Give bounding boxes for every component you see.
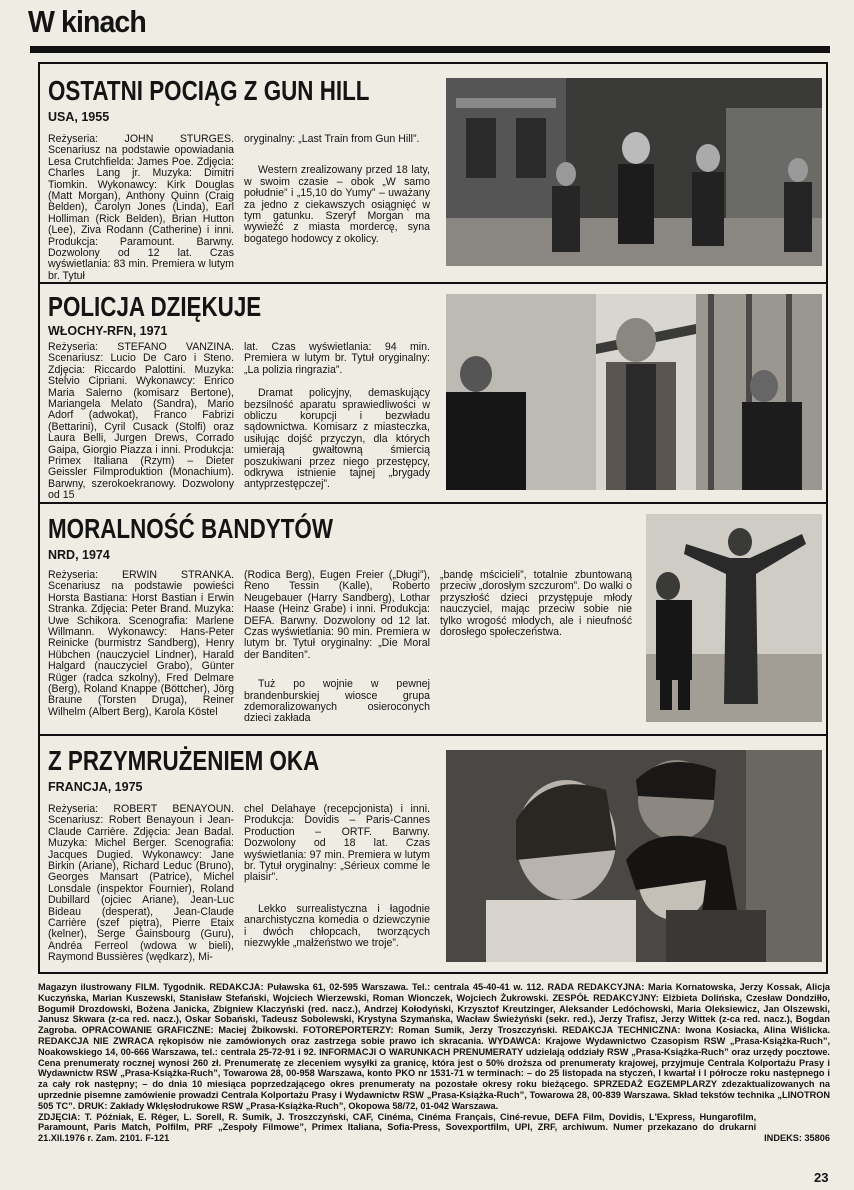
film-2-credits: Reżyseria: STEFANO VANZINA. Scenariusz: Lucio De Caro i Steno. Zdjęcia: Riccardo Palottini. Muzyka: Stelvio Cipriani. Wykonawcy: Enrico Maria Salerno (komisarz Bertone), Mariangela Melato (Sandra), Mario Adorf (adwokat), Franco Fabrizi (Bettarini), Cyril Cusack (Stolfi) oraz Laura Belli, Jurgen Drews, Corrado Gaipa, Giorgio Piazza i inni. Produkcja: Primex Italiana (Rzym) – Dieter Geissler Filmproduktion (Monachium). Barwny, szerokoekranowy. Dozwolony od 15: [48, 341, 234, 502]
separator-1: [40, 282, 826, 284]
masthead-footer: [38, 982, 830, 1144]
film-2-description: lat. Czas wyświetlania: 94 min. Premiera w lutym br. Tytuł oryginalny: „La polizia ringrazia”. Dramat policyjny, demaskujący bezsilność aparatu sprawiedliwości w obliczu korupcji i bezwładu sądownictwa. Komisarz z miasteczka, usiłując dojść przyczyn, dla których umierają gwałtowną śmiercią poszukiwani przez niego przestępcy, odkrywa istnienie tajnej „brygady antyprzestępczej”.: [244, 341, 430, 491]
film-3-description: (Rodica Berg), Eugen Freier („Długi”), Reno Tessin (Kalle), Roberto Neugebauer (Harry Sandberg), Lothar Haase (Heinz Grabe) i inni. Produkcja: DEFA. Barwny. Dozwolony od 12 lat. Czas wyświetlania: 90 min. Premiera w lutym br. Tytuł oryginalny: „Die Moral der Banditen”. Tuż po wojnie w pewnej brandenburskiej wiosce grupa zdemoralizowanych osieroconych dzieci zakłada: [244, 569, 430, 725]
header-rule: [30, 46, 830, 53]
film-1-country: USA, 1955: [48, 110, 110, 124]
film-2-country: WŁOCHY-RFN, 1971: [48, 324, 168, 338]
credits-line: [38, 1112, 830, 1144]
separator-3: [40, 734, 826, 736]
film-1-title: OSTATNI POCIĄG Z GUN HILL: [48, 75, 370, 106]
film-3-description-continued: „bandę mścicieli”, totalnie zbuntowaną przeciw „dorosłym szczurom”. Do walki o przyszłość dzieci przystępuje młody nauczyciel, mając przeciw sobie nie tylko wrogość młodych, ale i nieufność dorosłego społeczeństwa.: [440, 569, 632, 639]
film-1-credits: Reżyseria: JOHN STURGES. Scenariusz na podstawie opowiadania Lesa Crutchfielda: James Poe. Zdjęcia: Charles Lang jr. Muzyka: Dimitri Tiomkin. Wykonawcy: Kirk Douglas (Matt Morgan), Anthony Quinn (Craig Belden), Carolyn Jones (Linda), Earl Holliman (Rick Belden), Brian Hutton (Lee), Ziva Rodann (Catherine) i inni. Produkcja: Paramount. Barwny. Dozwolony od 12 lat. Czas wyświetlania: 83 min. Premiera w lutym br. Tytuł: [48, 133, 234, 282]
index-number: INDEKS: 35806: [764, 1133, 830, 1144]
masthead-text: Magazyn ilustrowany FILM. Tygodnik. REDAKCJA: Puławska 61, 02-595 Warszawa. Tel.: centrala 45-40-41 w. 112. RADA REDAKCYJNA: Maria Kornatowska, Jerzy Kossak, Alicja Kuczyńska, Marian Kuszewski, Stanisław Stefański, Wojciech Wierzewski, Roman Wionczek, Wojciech Żukrowski. ZESPÓŁ REDAKCYJNY: Elżbieta Dolińska, Czesław Dondziłło, Bogumił Drozdowski, Bożena Janicka, Zbigniew Klaczyński (red. nacz.), Andrzej Kołodyński, Krzysztof Kreutzinger, Aleksander Ledóchowski, Maria Oleksiewicz, Jan Olszewski, Janusz Skwara (z-ca red. nacz.), Oskar Sobański, Tadeusz Sobolewski, Krystyna Szymańska, Wacław Świeżyński (sekr. red.), Jerzy Trafisz, Jerzy Wittek (z-ca red. nacz.), Bogdan Zagroba. OPRACOWANIE GRAFICZNE: Maciej Żbikowski. FOTOREPORTERZY: Roman Sumik, Jerzy Troszczyński. REDAKCJA TECHNICZNA: Iwona Kosiacka, Alina Wiślicka. REDAKCJA NIE ZWRACA rękopisów nie zamówionych oraz zastrzega sobie prawo ich skracania. WYDAWCA: Krajowe Wydawnictwo Czasopism RSW „Prasa-Książka-Ruch”, Noakowskiego 14, 00-666 Warszawa, tel.: centrala 25-72-91 i 92. INFORMACJI O WARUNKACH PRENUMERATY udzielają oddziały RSW „Prasa-Książka-Ruch” oraz urzędy pocztowe. Cena prenumeraty rocznej wynosi 260 zł. Prenumeratę ze zleceniem wysyłki za granicę, która jest o 50% droższa od prenumeraty krajowej, przyjmuje Centrala Kolportażu Prasy i Wydawnictw RSW „Prasa-Książka-Ruch”, Towarowa 28, 00-958 Warszawa, konto PKO nr 1531-71 w terminach: – do 25 listopada na styczeń, I kwartał i I półrocze roku następnego i za cały rok następny; – do dnia 10 miesiąca poprzedzającego okres prenumeraty na pozostałe okresy roku bieżącego. SPRZEDAŻ EGZEMPLARZY zdezaktualizowanych na uprzednie pisemne zamówienie prowadzi Centrala Kolportażu Prasy i Wydawnictw RSW „Prasa-Książka-Ruch”, Towarowa 28, 00-839 Warszawa. Skład tekstów technika „LINOTRON 505 TC”. DRUK: Zakłady Wklęsłodrukowe RSW „Prasa-Książka-Ruch”, Okopowa 58/72, 01-042 Warszawa.: [38, 982, 830, 1111]
film-3-credits: Reżyseria: ERWIN STRANKA. Scenariusz na podstawie powieści Horsta Bastiana: Horst Bastian i Erwin Stranka. Zdjęcia: Peter Brand. Muzyka: Uwe Schikora. Scenografia: Marlene Willmann. Wykonawcy: Hans-Peter Reinicke (burmistrz Sandberg), Henry Hübchen (nauczyciel Lindner), Harald Halgard (nauczyciel Grabo), Günter Rüger (radca szkolny), Fred Delmare (Berg), Roland Knappe (Böttcher), Jörg Braune (Torsten Druga), Reiner Wilhelm (Albert Berg), Karola Köstel: [48, 569, 234, 718]
film-4-description: chel Delahaye (recepcjonista) i inni. Produkcja: Dovidis – Paris-Cannes Production – ORTF. Barwny. Dozwolony od 18 lat. Czas wyświetlania: 97 min. Premiera w lutym br. Tytuł oryginalny: „Sérieux comme le plaisir”. Lekko surrealistyczna i łagodnie anarchistyczna komedia o dziewczynie i dwóch chłopcach, tworzących niezwykłe „małżeństwo we troje”.: [244, 803, 430, 950]
film-3-still: [646, 514, 822, 722]
film-1-still: [446, 78, 822, 266]
film-4-title: Z PRZYMRUŻENIEM OKA: [48, 745, 320, 776]
film-1-description: oryginalny: „Last Train from Gun Hill”. Western zrealizowany przed 18 laty, w swoim czasie – obok „W samo południe” i „15,10 do Yumy” – uważany za jedno z ciekawszych osiągnięć w tym gatunku. Szeryf Morgan ma wywieźć z miasta mordercę, syna bogatego hodowcy z okolicy.: [244, 133, 430, 245]
film-2-title: POLICJA DZIĘKUJE: [48, 291, 262, 322]
film-3-title: MORALNOŚĆ BANDYTÓW: [48, 513, 333, 544]
page-number: 23: [814, 1170, 829, 1185]
film-3-country: NRD, 1974: [48, 548, 110, 562]
film-4-country: FRANCJA, 1975: [48, 780, 143, 794]
film-4-still: [446, 750, 822, 962]
section-title: W kinach: [28, 4, 146, 39]
photo-credits: ZDJĘCIA: T. Późniak, E. Réger, L. Sorell, R. Sumik, J. Troszczyński, CAF, Cinéma, Cinéma Français, Ciné-revue, DEFA Film, Dovidis, L'Express, Hungarofilm, Paramount, Paris Match, Polfilm, PRF „Zespoły Filmowe”, Primex Italiana, Sofia-Press, Sovexportfilm, UPI, ZRF, archiwum. Numer przekazano do drukarni 21.XII.1976 r. Zam. 2101. F-121: [38, 1111, 757, 1144]
film-4-credits: Reżyseria: ROBERT BENAYOUN. Scenariusz: Robert Benayoun i Jean-Claude Carrière. Zdjęcia: Jean Badal. Muzyka: Michel Berger. Scenografia: Jacques Dugied. Wykonawcy: Jane Birkin (Ariane), Richard Leduc (Bruno), Georges Mansart (Patrice), Michel Lonsdale (inspektor Fournier), Roland Dubillard (ojciec Ariane), Jean-Luc Bideau (desperat), Jean-Claude Carrière (szef piętra), Pierre Etaix (kelner), Serge Gainsbourg (Guru), Andréa Ferreol (wdowa w bieli), Raymond Bussières (wędkarz), Mi-: [48, 803, 234, 964]
film-2-still: [446, 294, 822, 490]
separator-2: [40, 502, 826, 504]
